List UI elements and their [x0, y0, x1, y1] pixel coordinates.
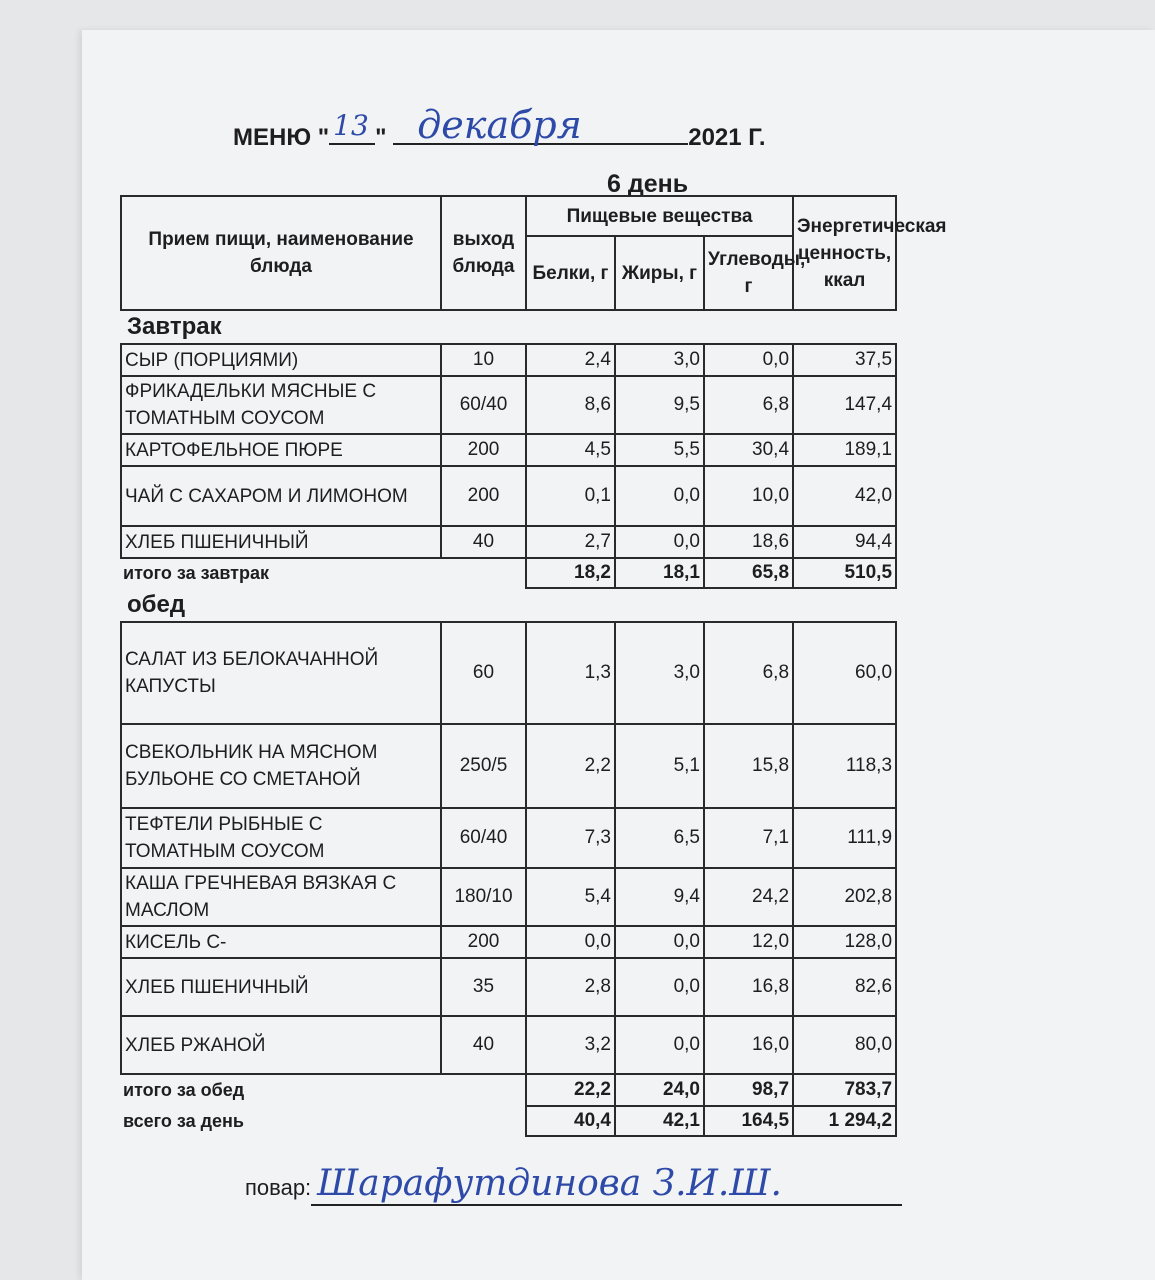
cook-signature: Шарафутдинова З.И.Ш. — [311, 1163, 902, 1206]
table-row: КАРТОФЕЛЬНОЕ ПЮРЕ 200 4,5 5,5 30,4 189,1 — [121, 434, 896, 466]
menu-title: МЕНЮ " 13 " декабря 2021 Г. — [233, 103, 766, 151]
table-row: ХЛЕБ ПШЕНИЧНЫЙ 35 2,8 0,0 16,8 82,6 — [121, 958, 896, 1016]
col-protein-header: Белки, г — [526, 236, 615, 310]
day-total-row: всего за день 40,4 42,1 164,5 1 294,2 — [121, 1106, 896, 1136]
col-nutrients-header: Пищевые вещества — [526, 196, 793, 236]
table-row: ТЕФТЕЛИ РЫБНЫЕ С ТОМАТНЫМ СОУСОМ 60/40 7,3 6,5 7,1 111,9 — [121, 808, 896, 868]
cook-signature-line — [245, 1163, 902, 1206]
handwritten-day: 13 — [333, 109, 369, 142]
table-row: ФРИКАДЕЛЬКИ МЯСНЫЕ С ТОМАТНЫМ СОУСОМ 60/40 8,6 9,5 6,8 147,4 — [121, 376, 896, 434]
col-fat-header: Жиры, г — [615, 236, 704, 310]
table-row: СЫР (ПОРЦИЯМИ) 10 2,4 3,0 0,0 37,5 — [121, 344, 896, 376]
table-row: КИСЕЛЬ С- 200 0,0 0,0 12,0 128,0 — [121, 926, 896, 958]
section-lunch: обед — [127, 591, 186, 618]
day-number: 6 день — [607, 170, 689, 198]
table-row: ХЛЕБ РЖАНОЙ 40 3,2 0,0 16,0 80,0 — [121, 1016, 896, 1074]
breakfast-total-row: итого за завтрак 18,2 18,1 65,8 510,5 — [121, 558, 896, 588]
col-output-header: выход блюда — [441, 196, 526, 310]
table-row: ХЛЕБ ПШЕНИЧНЫЙ 40 2,7 0,0 18,6 94,4 — [121, 526, 896, 558]
table-row: СВЕКОЛЬНИК НА МЯСНОМ БУЛЬОНЕ СО СМЕТАНОЙ 250/5 2,2 5,1 15,8 118,3 — [121, 724, 896, 808]
menu-table — [120, 195, 947, 1137]
table-row: ЧАЙ С САХАРОМ И ЛИМОНОМ 200 0,1 0,0 10,0 42,0 — [121, 466, 896, 526]
handwritten-month: декабря — [417, 103, 582, 147]
lunch-total-row: итого за обед 22,2 24,0 98,7 783,7 — [121, 1074, 896, 1106]
col-carbs-header: Углеводы, г — [704, 236, 793, 310]
col-meal-header: Прием пищи, наименование блюда — [121, 196, 441, 310]
section-breakfast: Завтрак — [127, 313, 222, 340]
col-energy-header: Энергетическая ценность, ккал — [793, 196, 896, 310]
table-row: САЛАТ ИЗ БЕЛОКАЧАННОЙ КАПУСТЫ 60 1,3 3,0 6,8 60,0 — [121, 622, 896, 724]
cook-label: повар: — [245, 1175, 312, 1200]
table-row: КАША ГРЕЧНЕВАЯ ВЯЗКАЯ С МАСЛОМ 180/10 5,4 9,4 24,2 202,8 — [121, 868, 896, 926]
year-label: 2021 Г. — [688, 124, 766, 151]
menu-label: МЕНЮ — [233, 124, 312, 151]
